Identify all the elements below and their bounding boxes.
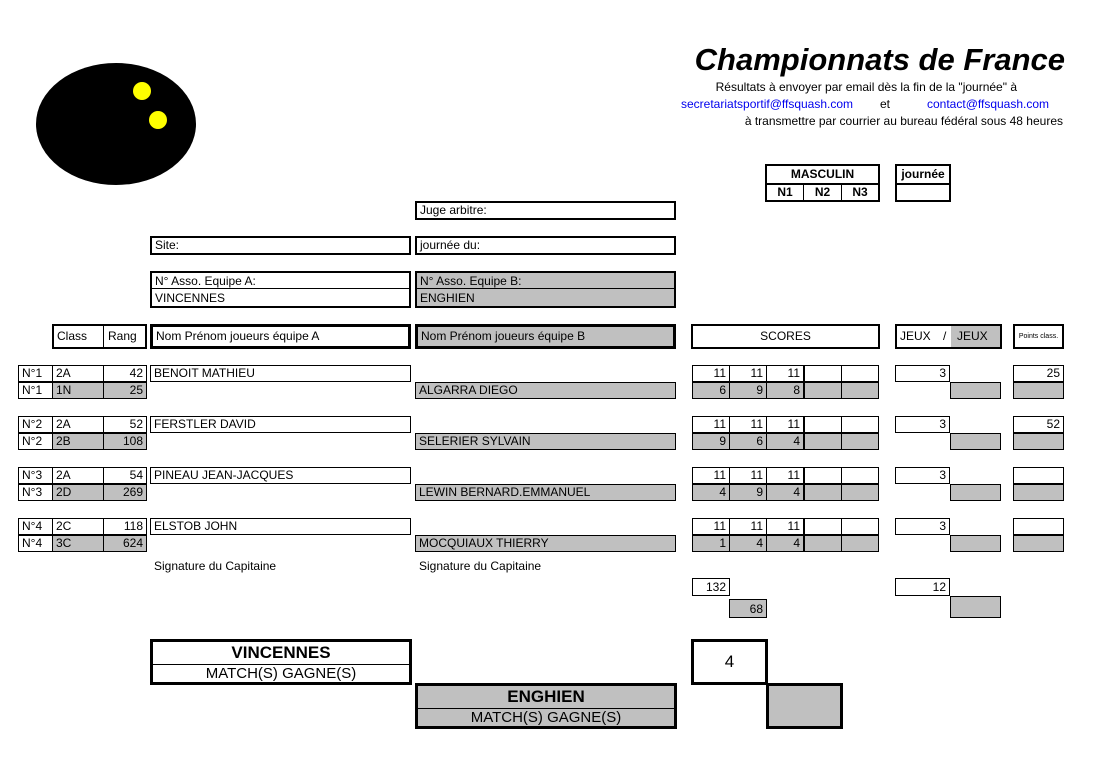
matches-won-b[interactable] xyxy=(766,683,843,729)
game-score[interactable]: 11 xyxy=(729,518,767,535)
class-header: Class xyxy=(54,326,104,347)
category-title: MASCULIN xyxy=(767,166,878,185)
game-score[interactable]: 11 xyxy=(729,365,767,382)
match-number: N°2 xyxy=(18,416,53,433)
jeux-a-header: JEUX xyxy=(900,329,931,343)
result-team-a xyxy=(150,639,412,685)
team-b-name[interactable]: ENGHIEN xyxy=(420,291,475,305)
match-number: N°1 xyxy=(18,365,53,382)
game-score[interactable] xyxy=(804,416,842,433)
journee-field[interactable] xyxy=(897,184,949,200)
game-score[interactable] xyxy=(841,365,879,382)
game-score[interactable]: 11 xyxy=(766,416,804,433)
player-class[interactable]: 1N xyxy=(52,382,104,399)
journee-box xyxy=(895,164,951,202)
team-a-name[interactable]: VINCENNES xyxy=(155,291,226,305)
game-score[interactable]: 11 xyxy=(692,467,730,484)
points-value[interactable] xyxy=(1013,382,1064,399)
result-team-a-label: MATCH(S) GAGNE(S) xyxy=(205,665,357,682)
game-score[interactable] xyxy=(804,518,842,535)
game-score[interactable]: 11 xyxy=(692,518,730,535)
game-score[interactable] xyxy=(804,382,842,399)
ball-icon xyxy=(133,82,151,100)
team-b-asso-box xyxy=(415,271,676,308)
game-score[interactable] xyxy=(804,433,842,450)
juge-arbitre-field[interactable]: Juge arbitre: xyxy=(415,201,676,220)
logo-ellipse xyxy=(36,63,196,185)
journee-du-field[interactable]: journée du: xyxy=(415,236,676,255)
game-score[interactable]: 11 xyxy=(766,365,804,382)
match-number: N°4 xyxy=(18,535,53,552)
player-rang[interactable]: 108 xyxy=(103,433,147,450)
player-name-b[interactable]: ALGARRA DIEGO xyxy=(415,382,676,399)
jeux-b-header: JEUX xyxy=(951,326,1000,347)
jeux-a-value[interactable]: 3 xyxy=(895,365,950,382)
player-rang[interactable]: 624 xyxy=(103,535,147,552)
matches-won-a[interactable]: 4 xyxy=(691,639,768,685)
game-score[interactable] xyxy=(841,484,879,501)
points-value[interactable]: 52 xyxy=(1013,416,1064,433)
total-score-a[interactable]: 132 xyxy=(692,578,730,596)
player-name-b[interactable]: MOCQUIAUX THIERRY xyxy=(415,535,676,552)
result-team-b-name: ENGHIEN xyxy=(418,686,674,709)
match-number: N°4 xyxy=(18,518,53,535)
player-class[interactable]: 2B xyxy=(52,433,104,450)
match-number: N°3 xyxy=(18,484,53,501)
game-score[interactable]: 4 xyxy=(729,535,767,552)
game-score[interactable]: 1 xyxy=(692,535,730,552)
game-score[interactable]: 9 xyxy=(692,433,730,450)
game-score[interactable]: 6 xyxy=(729,433,767,450)
jeux-b-value[interactable] xyxy=(950,382,1001,399)
email-link-contact[interactable]: contact@ffsquash.com xyxy=(927,97,1050,111)
team-a-asso-box xyxy=(150,271,411,308)
player-rang[interactable]: 54 xyxy=(103,467,147,484)
jeux-a-value[interactable]: 3 xyxy=(895,518,950,535)
team-a-asso-label: N° Asso. Equipe A: xyxy=(152,273,409,289)
result-team-b-label: MATCH(S) GAGNE(S) xyxy=(470,709,622,726)
squash-logo xyxy=(36,62,198,186)
player-name-a[interactable]: PINEAU JEAN-JACQUES xyxy=(150,467,411,484)
game-score[interactable]: 4 xyxy=(766,433,804,450)
game-score[interactable] xyxy=(804,484,842,501)
points-header: Points class. xyxy=(1013,324,1064,349)
mail-instructions: à transmettre par courrier au bureau fédéral sous 48 heures xyxy=(744,114,1063,128)
player-rang[interactable]: 52 xyxy=(103,416,147,433)
players-b-header: Nom Prénom joueurs équipe B xyxy=(415,324,676,349)
match-number: N°2 xyxy=(18,433,53,450)
player-class[interactable]: 2A xyxy=(52,467,104,484)
instructions-line: Résultats à envoyer par email dès la fin de la "journée" à xyxy=(715,80,1017,94)
game-score[interactable] xyxy=(804,535,842,552)
player-rang[interactable]: 118 xyxy=(103,518,147,535)
game-score[interactable] xyxy=(804,467,842,484)
player-class[interactable]: 2D xyxy=(52,484,104,501)
ball-icon xyxy=(149,111,167,129)
game-score[interactable] xyxy=(841,467,879,484)
game-score[interactable] xyxy=(841,433,879,450)
game-score[interactable]: 11 xyxy=(692,365,730,382)
points-value[interactable] xyxy=(1013,535,1064,552)
class-rang-header xyxy=(52,324,147,349)
signature-b: Signature du Capitaine xyxy=(419,559,542,573)
jeux-b-value[interactable] xyxy=(950,484,1001,501)
player-name-a[interactable]: FERSTLER DAVID xyxy=(150,416,411,433)
points-value[interactable] xyxy=(1013,433,1064,450)
division-n2[interactable]: N2 xyxy=(804,184,842,200)
jeux-b-value[interactable] xyxy=(950,535,1001,552)
game-score[interactable] xyxy=(841,416,879,433)
player-name-a[interactable]: ELSTOB JOHN xyxy=(150,518,411,535)
game-score[interactable]: 11 xyxy=(729,467,767,484)
game-score[interactable]: 4 xyxy=(766,484,804,501)
players-a-header: Nom Prénom joueurs équipe A xyxy=(150,324,411,349)
points-value[interactable] xyxy=(1013,467,1064,484)
game-score[interactable]: 11 xyxy=(729,416,767,433)
signature-a: Signature du Capitaine xyxy=(154,559,277,573)
game-score[interactable]: 8 xyxy=(766,382,804,399)
page-title: Championnats de France xyxy=(694,42,1065,77)
game-score[interactable]: 11 xyxy=(766,467,804,484)
game-score[interactable]: 4 xyxy=(692,484,730,501)
jeux-header xyxy=(895,324,1002,349)
email-link-secretariat[interactable]: secretariatsportif@ffsquash.com xyxy=(681,97,854,111)
player-rang[interactable]: 42 xyxy=(103,365,147,382)
rang-header: Rang xyxy=(108,329,137,343)
jeux-b-value[interactable] xyxy=(950,433,1001,450)
player-name-b[interactable]: LEWIN BERNARD.EMMANUEL xyxy=(415,484,676,501)
player-rang[interactable]: 269 xyxy=(103,484,147,501)
total-jeux-b[interactable] xyxy=(950,596,1001,618)
player-name-b[interactable]: SELERIER SYLVAIN xyxy=(415,433,676,450)
points-value[interactable] xyxy=(1013,518,1064,535)
player-class[interactable]: 2A xyxy=(52,416,104,433)
player-class[interactable]: 2A xyxy=(52,365,104,382)
division-n3[interactable]: N3 xyxy=(852,185,868,199)
game-score[interactable]: 11 xyxy=(692,416,730,433)
result-team-b xyxy=(415,683,677,729)
game-score[interactable]: 9 xyxy=(729,484,767,501)
player-rang[interactable]: 25 xyxy=(103,382,147,399)
scores-header: SCORES xyxy=(691,324,880,349)
game-score[interactable]: 4 xyxy=(766,535,804,552)
points-value[interactable] xyxy=(1013,484,1064,501)
total-jeux-a[interactable]: 12 xyxy=(895,578,950,596)
jeux-a-value[interactable]: 3 xyxy=(895,416,950,433)
game-score[interactable] xyxy=(841,382,879,399)
match-number: N°3 xyxy=(18,467,53,484)
player-class[interactable]: 3C xyxy=(52,535,104,552)
journee-label: journée xyxy=(897,166,949,185)
player-name-a[interactable]: BENOIT MATHIEU xyxy=(150,365,411,382)
game-score[interactable] xyxy=(841,518,879,535)
game-score[interactable]: 11 xyxy=(766,518,804,535)
category-box xyxy=(765,164,880,202)
division-n1[interactable]: N1 xyxy=(767,184,804,200)
game-score[interactable] xyxy=(841,535,879,552)
jeux-a-value[interactable]: 3 xyxy=(895,467,950,484)
site-field[interactable]: Site: xyxy=(150,236,411,255)
game-score[interactable] xyxy=(804,365,842,382)
match-number: N°1 xyxy=(18,382,53,399)
player-class[interactable]: 2C xyxy=(52,518,104,535)
game-score[interactable]: 6 xyxy=(692,382,730,399)
jeux-slash: / xyxy=(943,329,947,343)
team-b-asso-label: N° Asso. Equipe B: xyxy=(417,273,674,289)
email-separator: et xyxy=(880,97,891,111)
game-score[interactable]: 9 xyxy=(729,382,767,399)
total-score-b[interactable]: 68 xyxy=(729,599,767,618)
points-value[interactable]: 25 xyxy=(1013,365,1064,382)
result-team-a-name: VINCENNES xyxy=(153,642,409,665)
